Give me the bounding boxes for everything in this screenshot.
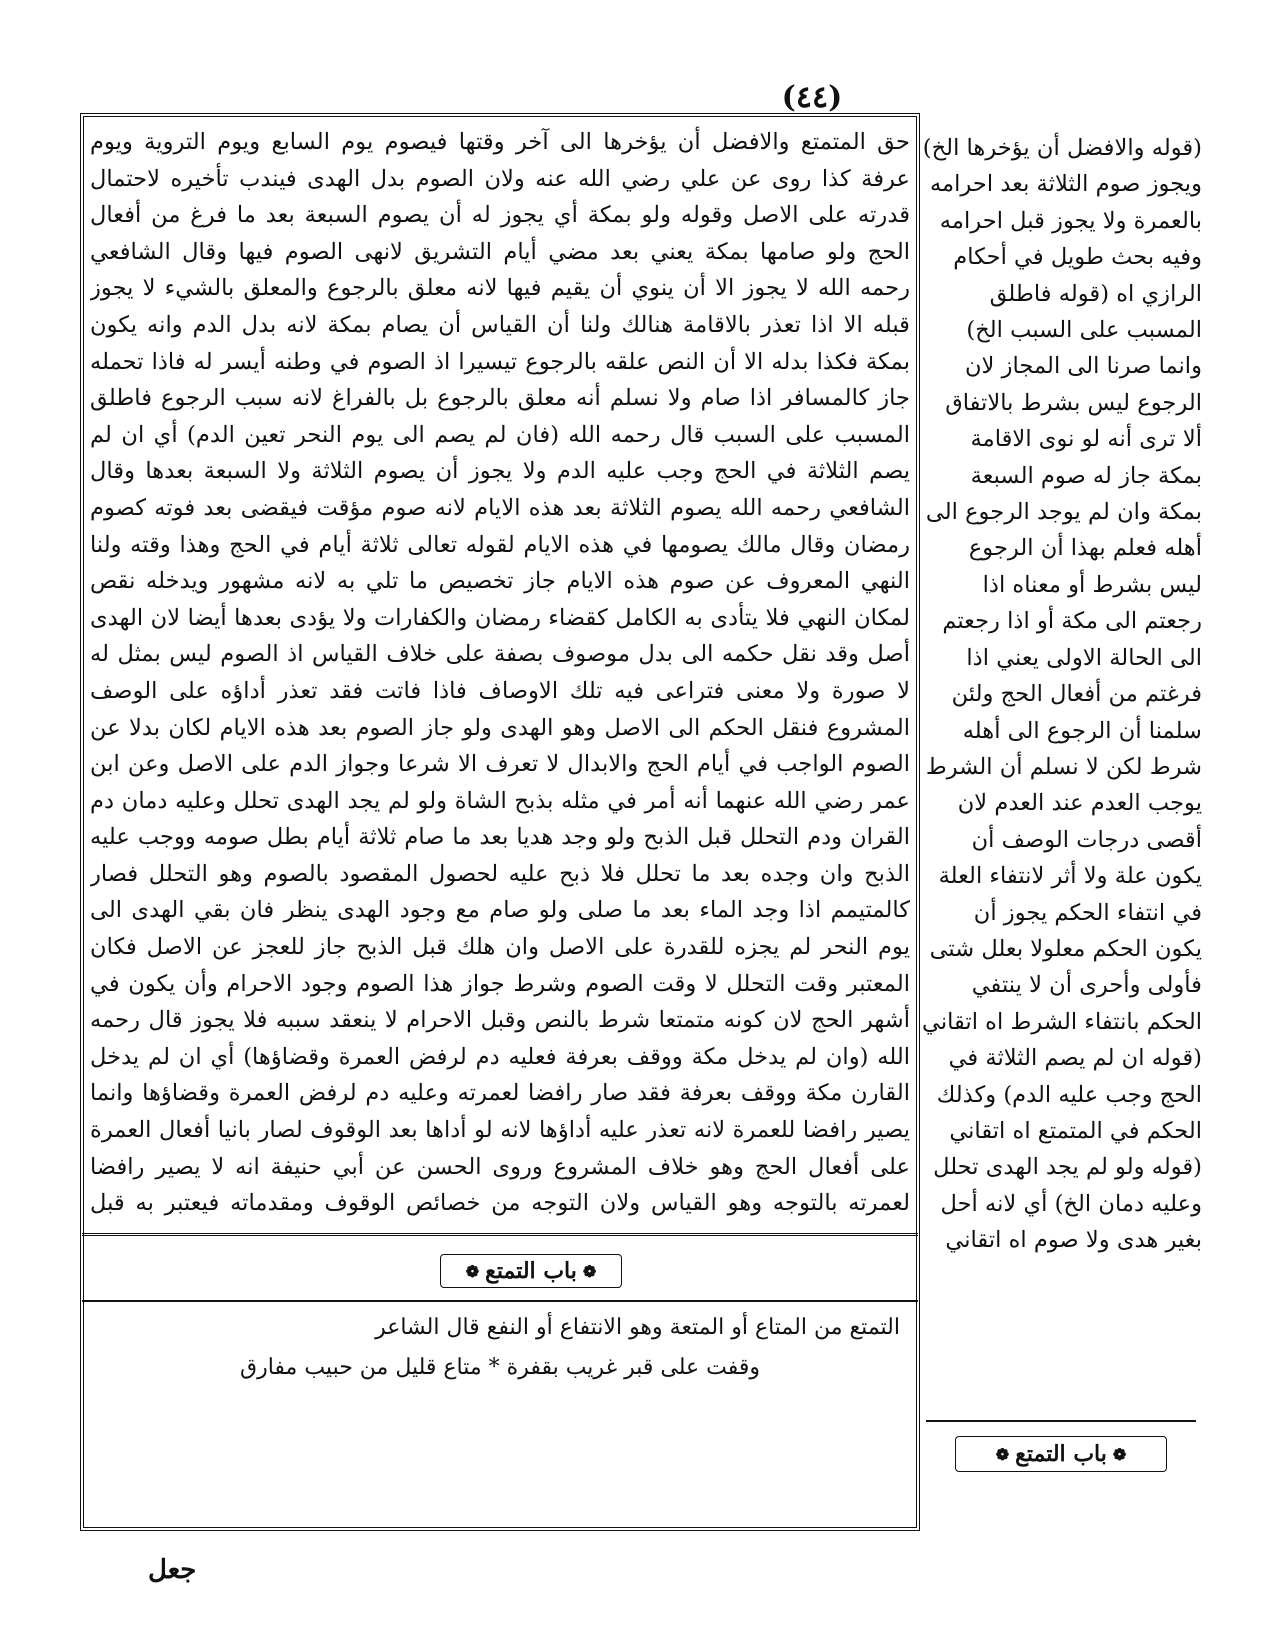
main-text-paragraph: حق المتمتع والافضل أن يؤخرها الى آخر وقتها فيصوم يوم السابع ويوم التروية ويوم عرفة كذا روى عن علي رضي الله عنه ولان الصوم بدل الهدى فيندب تأخيره لاحتمال قدرته على الاصل وقوله ولو بمكة أي يجوز له أن يصوم السبعة بعد ما فرغ من أفعال الحج ولو صامها بمكة يعني بعد مضي أيام التشريق لانهى الصوم فيها وقال الشافعي رحمه الله لا يجوز الا أن ينوي أن يقيم فيها لانه معلق بالرجوع والمعلق بالشيء لا يجوز قبله الا اذا تعذر بالاقامة هنالك ولنا أن القياس أن يصام بمكة لانه بدل الدم وانه يكون بمكة فكذا بدله الا أن النص علقه بالرجوع تيسيرا اذ الصوم في وطنه أيسر له فاذا تحمله جاز كالمسافر اذا صام ولا نسلم أنه معلق بالرجوع بل بالفراغ لانه سبب الرجوع فاطلق المسبب على السبب قال رحمه الله (فان لم يصم الى يوم النحر تعين الدم) أي ان لم يصم الثلاثة في الحج وجب عليه الدم ولا يجوز أن يصوم الثلاثة ولا السبعة بعدها وقال الشافعي رحمه الله يصوم الثلاثة بعد هذه الايام لانه صوم مؤقت فيقضى بعد فوته كصوم رمضان وقال مالك يصومها في هذه الايام لقوله تعالى ثلاثة أيام في الحج وهذا وقته ولنا النهي المعروف عن صوم هذه الايام جاز تخصيص ما تلي به لانه مشهور ويدخله نقص لمكان النهي فلا يتأدى به الكامل كقضاء رمضان والكفارات ولا يؤدى بعدها أيضا لان الهدى أصل وقد نقل حكمه الى بدل موصوف بصفة على خلاف القياس اذ الصوم ليس بمثل له لا صورة ولا معنى فتراعى فيه تلك الاوصاف فاذا فاتت فقد تعذر أداؤه على الوصف المشروع فنقل الحكم الى الاصل وهو الهدى ولو جاز الصوم بعد هذه الايام لكان بدلا عن الصوم الواجب في أيام الحج والابدال لا تعرف الا شرعا وجواز الدم على الاصل وعن ابن عمر رضي الله عنهما أنه أمر في مثله بذبح الشاة ولو لم يجد الهدى تحلل وعليه دمان دم القران ودم التحلل قبل الذبح ولو وجد هديا بعد ما صام ثلاثة أيام بطل صومه ووجب عليه الذبح وان وجده بعد ما تحلل فلا ذبح عليه لحصول المقصود بالصوم وهو التحلل فصار كالمتيمم اذا وجد الماء بعد ما صلى ولو صام مع وجود الهدى ينظر فان بقي الهدى الى يوم النحر لم يجزه للقدرة على الاصل وان هلك قبل الذبح جاز للعجز عن الاصل فكان المعتبر وقت التحلل لا وقت الصوم وشرط جواز هذا الصوم وجود الاحرام وأن يكون في أشهر الحج لان كونه متمتعا شرط بالنص وقبل الاحرام لا ينعقد سببه فلا يجوز قال رحمه الله (وان لم يدخل مكة ووقف بعرفة فعليه دم لرفض العمرة وقضاؤها) أي ان لم يدخل القارن مكة ووقف بعرفة فقد صار رافضا لعمرته وعليه دم لرفض العمرة وقضاؤها وانما يصير رافضا للعمرة لانه تعذر عليه أداؤها لانه لو أداها بعد الوقوف لصار بانيا أفعال العمرة على أفعال الحج وهو خلاف المشروع وروى الحسن عن أبي حنيفة انه لا يصير رافضا لعمرته بالتوجه وهو القياس ولان التوجه من خصائص الوقوف ومقدماته فيعتبر به قبل — [90, 129, 910, 1217]
ornament-icon: ❁ — [582, 1261, 597, 1281]
main-text-body — [90, 124, 910, 1224]
section-intro-line: التمتع من المتاع أو المتعة وهو الانتفاع أو النفع قال الشاعر — [375, 1315, 900, 1340]
margin-commentary — [922, 130, 1202, 1405]
ornament-icon: ❁ — [1112, 1444, 1127, 1464]
ornament-icon: ❁ — [995, 1444, 1010, 1464]
catchword: جعل — [148, 1555, 197, 1585]
poetry-verse: وقفت على قبر غريب بقفرة * متاع قليل من حبيب مفارق — [240, 1355, 760, 1380]
heading-divider — [82, 1300, 918, 1302]
margin-divider — [926, 1420, 1196, 1422]
section-intro — [100, 1308, 900, 1388]
page-number: (٤٤) — [781, 80, 843, 115]
margin-section-heading — [955, 1436, 1167, 1472]
section-heading — [440, 1254, 622, 1288]
margin-commentary-text: (قوله والافضل أن يؤخرها الخ) ويجوز صوم الثلاثة بعد احرامه بالعمرة ولا يجوز قبل احرامه وفيه بحث طويل في أحكام الرازي اه (قوله فاطلق المسبب على السبب الخ) وانما صرنا الى المجاز لان الرجوع ليس بشرط بالاتفاق ألا ترى أنه لو نوى الاقامة بمكة جاز له صوم السبعة بمكة وان لم يوجد الرجوع الى أهله فعلم بهذا أن الرجوع ليس بشرط أو معناه اذا رجعتم الى مكة أو اذا رجعتم الى الحالة الاولى يعني اذا فرغتم من أفعال الحج ولئن سلمنا أن الرجوع الى أهله شرط لكن لا نسلم أن الشرط يوجب العدم عند العدم لان أقصى درجات الوصف أن يكون علة ولا أثر لانتفاء العلة في انتفاء الحكم يجوز أن يكون الحكم معلولا بعلل شتى فأولى وأحرى أن لا ينتفي الحكم بانتفاء الشرط اه اتقاني (قوله ان لم يصم الثلاثة في الحج وجب عليه الدم) وكذلك الحكم في المتمتع اه اتقاني (قوله ولو لم يجد الهدى تحلل وعليه دمان الخ) أي لانه أحل بغير هدى ولا صوم اه اتقاني — [922, 135, 1202, 1254]
section-heading-label: باب التمتع — [485, 1258, 577, 1284]
section-divider — [82, 1233, 918, 1236]
ornament-icon: ❁ — [465, 1261, 480, 1281]
margin-section-heading-label: باب التمتع — [1015, 1441, 1107, 1467]
